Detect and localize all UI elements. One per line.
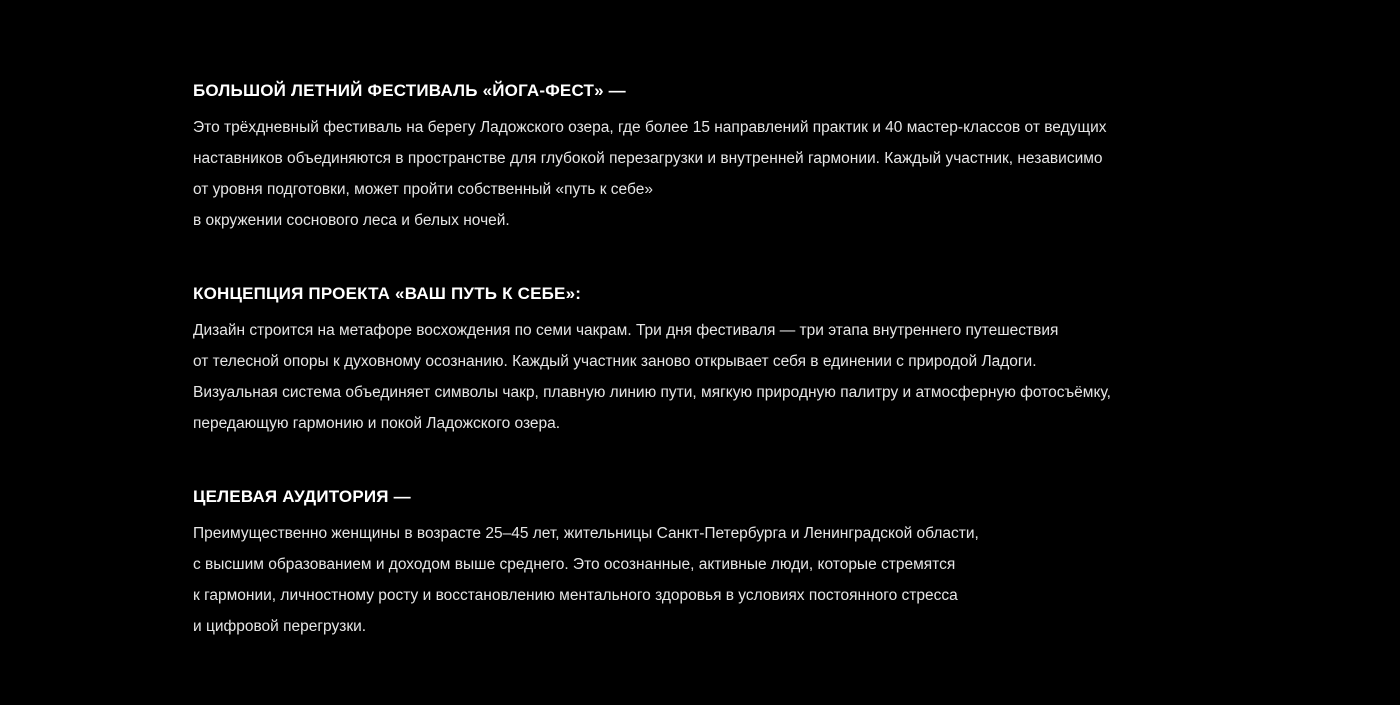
section-title-concept: КОНЦЕПЦИЯ ПРОЕКТА «ВАШ ПУТЬ К СЕБЕ»: (193, 284, 582, 303)
text-line: Преимущественно женщины в возрасте 25–45 лет, жительницы Санкт-Петербурга и Ленинградской области, (193, 525, 979, 542)
content-column (193, 80, 1203, 642)
section-concept (193, 283, 1203, 439)
section-body-concept (193, 315, 1203, 439)
text-line: наставников объединяются в пространстве для глубокой перезагрузки и внутренней гармонии. Каждый участник, независимо (193, 150, 1103, 167)
text-line: Визуальная система объединяет символы чакр, плавную линию пути, мягкую природную палитру и атмосферную фотосъёмку, (193, 384, 1111, 401)
text-line: Дизайн строится на метафоре восхождения по семи чакрам. Три дня фестиваля — три этапа внутреннего путешествия (193, 322, 1059, 339)
section-audience (193, 486, 1203, 642)
section-body-festival (193, 112, 1203, 236)
text-line: в окружении соснового леса и белых ночей. (193, 212, 510, 229)
text-line: и цифровой перегрузки. (193, 618, 367, 635)
text-line: передающую гармонию и покой Ладожского озера. (193, 415, 561, 432)
text-line: от телесной опоры к духовному осознанию. Каждый участник заново открывает себя в единении с природой Ладоги. (193, 353, 1037, 370)
section-title-festival: БОЛЬШОЙ ЛЕТНИЙ ФЕСТИВАЛЬ «ЙОГА-ФЕСТ» — (193, 81, 626, 100)
section-body-audience (193, 518, 1203, 642)
section-festival (193, 80, 1203, 236)
section-title-audience: ЦЕЛЕВАЯ АУДИТОРИЯ — (193, 487, 411, 506)
text-line: от уровня подготовки, может пройти собственный «путь к себе» (193, 181, 653, 198)
text-line: Это трёхдневный фестиваль на берегу Ладожского озера, где более 15 направлений практик и 40 мастер-классов от ведущих (193, 119, 1107, 136)
text-line: с высшим образованием и доходом выше среднего. Это осознанные, активные люди, которые стремятся (193, 556, 956, 573)
text-line: к гармонии, личностному росту и восстановлению ментального здоровья в условиях постоянного стресса (193, 587, 958, 604)
